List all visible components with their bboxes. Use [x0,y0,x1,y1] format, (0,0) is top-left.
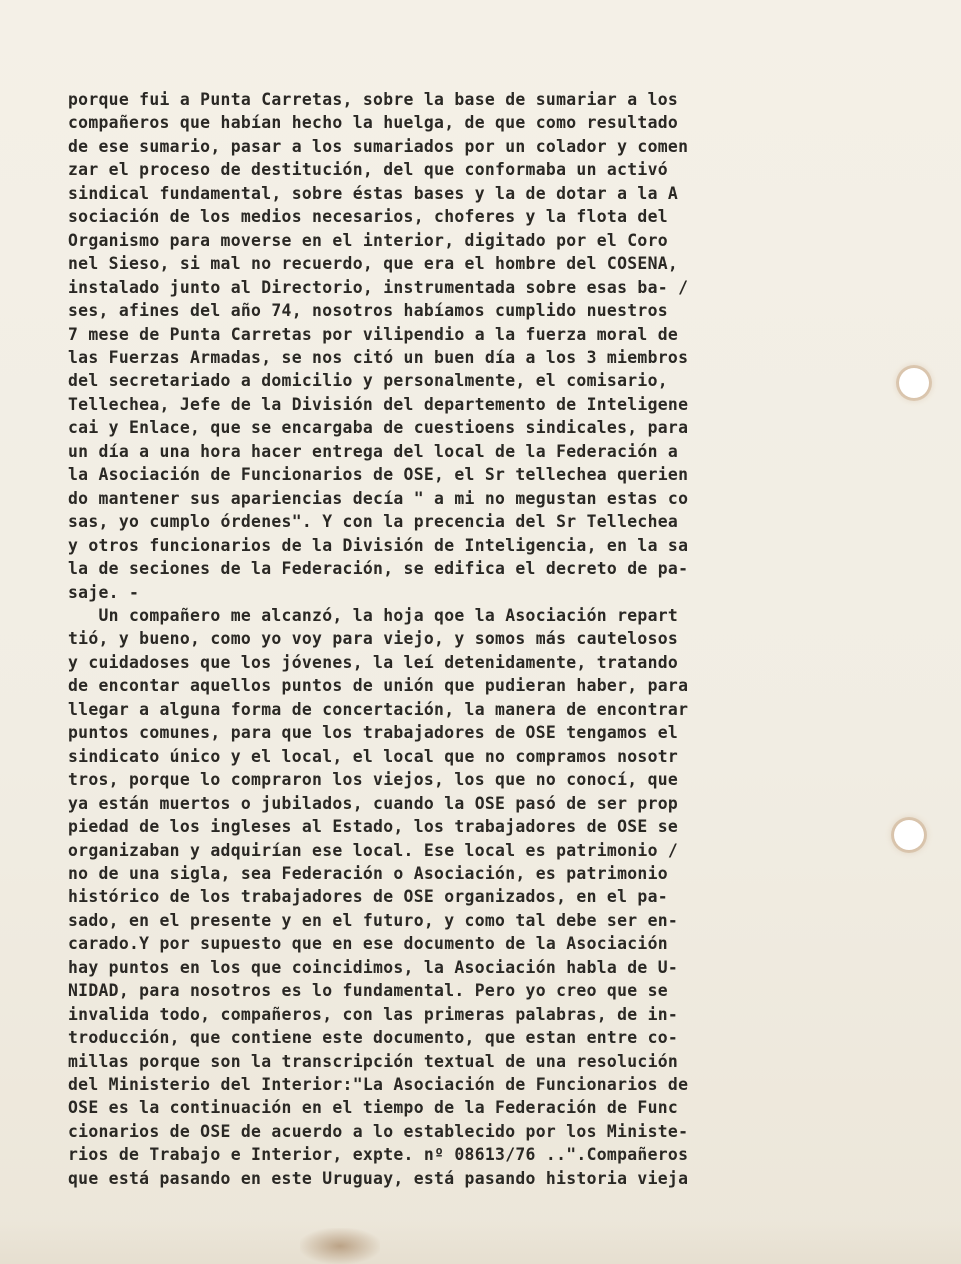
text-line: puntos comunes, para que los trabajadores de OSE tengamos el [68,723,679,743]
text-line: porque fui a Punta Carretas, sobre la base de sumariar a los [68,90,679,109]
text-line: histórico de los trabajadores de OSE organizados, en el pa- [68,887,668,907]
text-line: nel Sieso, si mal no recuerdo, que era el hombre del COSENA, [68,254,679,274]
text-line: do mantener sus apariencias decía " a mi no megustan estas co [68,488,689,508]
text-line: sociación de los medios necesarios, choferes y la flota del [68,207,668,227]
text-line: saje. - [68,582,140,602]
text-line: compañeros que habían hecho la huelga, de que como resultado [68,113,679,133]
text-line: troducción, que contiene este documento, que estan entre co- [68,1028,679,1048]
text-line: las Fuerzas Armadas, se nos citó un buen día a los 3 miembros [68,347,689,367]
text-line: Tellechea, Jefe de la División del departemento de Inteligene [68,394,689,414]
text-line: del Ministerio del Interior:"La Asociación de Funcionarios de [68,1075,689,1095]
text-line: y otros funcionarios de la División de Inteligencia, en la sa [68,535,689,555]
text-line: de encontar aquellos puntos de unión que pudieran haber, para [68,676,689,696]
text-line: llegar a alguna forma de concertación, la manera de encontrar [68,699,689,719]
burn-stain [300,1228,380,1264]
text-line: Organismo para moverse en el interior, digitado por el Coro [68,230,668,250]
page-bottom-edge [0,1220,961,1264]
text-line: la Asociación de Funcionarios de OSE, el Sr tellechea querien [68,465,689,485]
text-line: piedad de los ingleses al Estado, los trabajadores de OSE se [68,817,679,837]
text-line: un día a una hora hacer entrega del local de la Federación a [68,441,679,461]
text-line: invalida todo, compañeros, con las primeras palabras, de in- [68,1004,679,1024]
text-line: y cuidadoses que los jóvenes, la leí detenidamente, tratando [68,652,679,672]
text-line: del secretariado a domicilio y personalmente, el comisario, [68,371,668,391]
text-line: cionarios de OSE de acuerdo a lo establecido por los Ministe- [68,1121,689,1141]
text-line: millas porque son la transcripción textual de una resolución [68,1051,679,1071]
text-line: que está pasando en este Uruguay, está pasando historia vieja [68,1168,689,1188]
text-line: zar el proceso de destitución, del que conformaba un activó [68,160,668,180]
text-line: instalado junto al Directorio, instrumentada sobre esas ba- / [68,277,689,297]
text-line: ya están muertos o jubilados, cuando la OSE pasó de ser prop [68,793,679,813]
text-line: rios de Trabajo e Interior, expte. nº 08613/76 ..".Compañeros [68,1145,689,1165]
text-line: tros, porque lo compraron los viejos, los que no conocí, que [68,770,679,790]
text-line: sindicato único y el local, el local que no compramos nosotr [68,746,679,766]
text-line: sindical fundamental, sobre éstas bases y la de dotar a la A [68,183,679,203]
punch-hole-upper [899,368,929,398]
text-line: organizaban y adquirían ese local. Ese local es patrimonio / [68,840,679,860]
text-line: sado, en el presente y en el futuro, y como tal debe ser en- [68,910,679,930]
punch-hole-lower [894,820,924,850]
text-line: no de una sigla, sea Federación o Asociación, es patrimonio [68,863,668,883]
typewritten-text [68,88,868,1190]
text-line: tió, y bueno, como yo voy para viejo, y somos más cautelosos [68,629,679,649]
text-line: 7 mese de Punta Carretas por vilipendio a la fuerza moral de [68,324,679,344]
text-line: carado.Y por supuesto que en ese documento de la Asociación [68,934,668,954]
text-line: OSE es la continuación en el tiempo de la Federación de Func [68,1098,679,1118]
text-line: NIDAD, para nosotros es lo fundamental. Pero yo creo que se [68,981,668,1001]
text-line: ses, afines del año 74, nosotros habíamos cumplido nuestros [68,301,668,321]
text-line: de ese sumario, pasar a los sumariados por un colador y comen [68,136,689,156]
text-line: hay puntos en los que coincidimos, la Asociación habla de U- [68,957,679,977]
text-line: la de seciones de la Federación, se edifica el decreto de pa- [68,559,689,579]
text-line: cai y Enlace, que se encargaba de cuestioens sindicales, para [68,418,689,438]
text-line: sas, yo cumplo órdenes". Y con la precencia del Sr Tellechea [68,512,679,532]
text-line: Un compañero me alcanzó, la hoja qoe la Asociación repart [68,605,679,625]
